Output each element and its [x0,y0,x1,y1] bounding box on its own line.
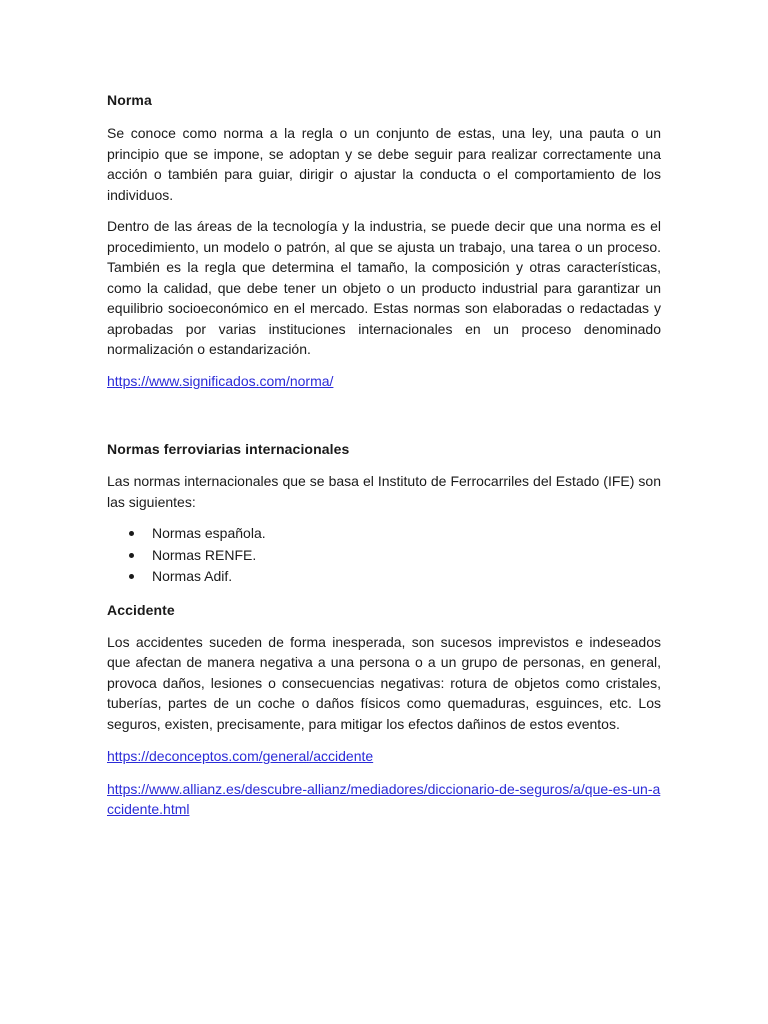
link-significados[interactable]: https://www.significados.com/norma/ [107,372,334,389]
paragraph-norma-definition: Se conoce como norma a la regla o un conjunto de estas, una ley, una pauta o un principio que se impone, se adoptan y se debe seguir para realizar correctamente una acción o también para guiar, dirigir o ajustar la conducta o el comportamiento de los individuos. [107,125,661,203]
list-item-label: Normas Adif. [152,568,233,584]
list-item [107,545,661,567]
list-item [107,566,661,588]
link-deconceptos[interactable]: https://deconceptos.com/general/accidente [107,748,374,764]
paragraph-accidente: Los accidentes suceden de forma inesperada, son sucesos imprevistos e indeseados que afectan de manera negativa a una persona o a un grupo de personas, en general, provoca daños, lesiones o consecuencias negativas: rotura de objetos como cristales, tuberías, partes de un coche o daños físicos como quemaduras, esguinces, etc. Los seguros, existen, precisamente, para mitigar los efectos dañinos de estos eventos. [107,633,661,732]
paragraph-norma-technology: Dentro de las áreas de la tecnología y la industria, se puede decir que una norma es el procedimiento, un modelo o patrón, al que se ajusta un trabajo, una tarea o un proceso. También es la regla que determina el tamaño, la composición y otras características, como la calidad, que debe tener un objeto o un producto industrial para garantizar un equilibrio socioeconómico en el mercado. Estas normas son elaboradas o redactadas y aprobadas por varias instituciones internacionales en un proceso denominado normalización o estandarización. [107,218,661,357]
list-item-label: Normas RENFE. [152,546,257,563]
link-allianz[interactable]: https://www.allianz.es/descubre-allianz/mediadores/diccionario-de-seguros/a/que-es-un-accidente.html [107,780,661,817]
heading-accidente: Accidente [107,601,175,618]
list-item [107,523,661,545]
bullet-icon [129,553,134,558]
document-page [107,90,661,820]
list-item-label: Normas española. [152,525,266,541]
bullet-icon [129,574,134,579]
bullet-icon [129,531,134,536]
paragraph-ferroviarias: Las normas internacionales que se basa el Instituto de Ferrocarriles del Estado (IFE) son las siguientes: [107,473,661,510]
normas-list [107,523,661,588]
heading-normas-ferroviarias: Normas ferroviarias internacionales [107,441,350,457]
heading-norma: Norma [107,92,152,108]
